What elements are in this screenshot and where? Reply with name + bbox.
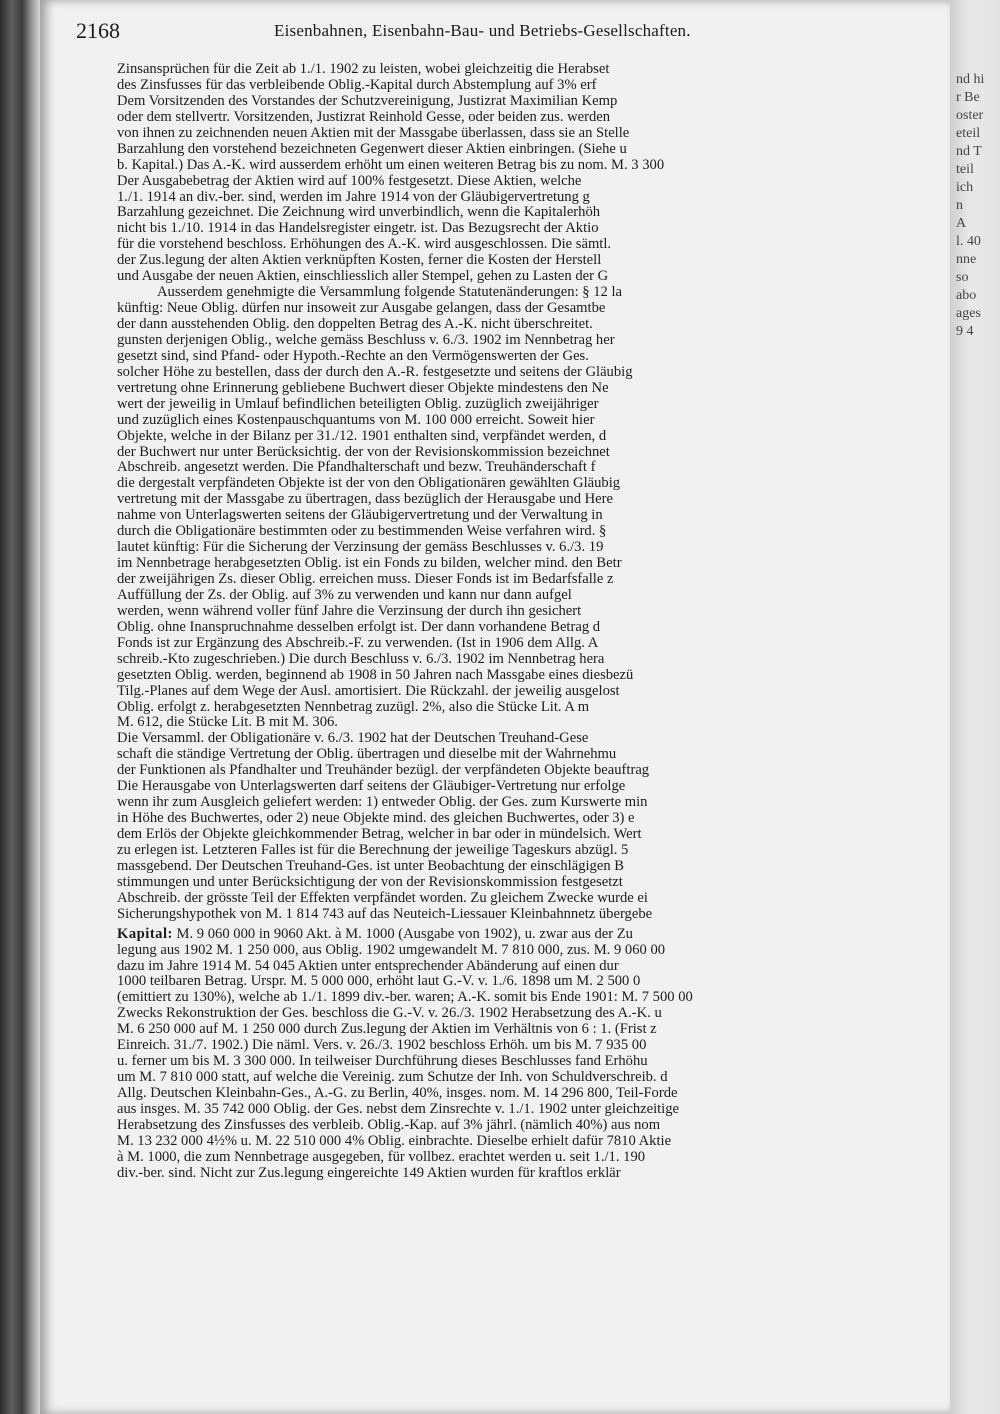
paragraph-1 [117,62,933,285]
text-line: Auffüllung der Zs. der Oblig. auf 3% zu verwenden und kann nur dann aufgel [117,587,572,603]
text-line: Abschreib. angesetzt werden. Die Pfandhalterschaft und bezw. Treuhänderschaft f [117,460,596,476]
text-line: Fonds ist zur Ergänzung des Abschreib.-F. zu verwenden. (Ist in 1906 dem Allg. A [117,635,599,651]
text-line: Dem Vorsitzenden des Vorstandes der Schutzvereinigung, Justizrat Maximilian Kemp [117,93,618,109]
section-label-kapital: Kapital: [117,926,173,942]
text-line: der dann ausstehenden Oblig. den doppelten Betrag des A.-K. nicht überschreitet. [117,317,593,332]
text-line: Ausserdem genehmigte die Versammlung folgende Statutenänderungen: § 12 la [157,285,622,301]
text-line: von ihnen zu zeichnenden neuen Aktien mit der Massgabe überlassen, dass sie an Stelle [117,125,630,141]
text-line: b. Kapital.) Das A.-K. wird ausserdem erhöht um einen weiteren Betrag bis zu nom. M. 3 300 [117,157,665,173]
text-line: (emittiert zu 130%), welche ab 1./1. 1899 div.-ber. waren; A.-K. somit bis Ende 1901: M. 7 500 00 [117,990,693,1006]
text-span: M. 9 060 000 in 9060 Akt. à M. 1000 (Ausgabe von 1902), u. zwar aus der Zu [172,926,633,942]
text-line: die dergestalt verpfändeten Objekte ist der von den Obligationären gewählten Gläubig [117,476,621,492]
text-line: Oblig. erfolgt z. herabgesetzten Nennbetrag zuzügl. 2%, also die Stücke Lit. A m [117,699,590,715]
text-line: dem Erlös der Objekte gleichkommender Betrag, welcher in bar oder in mündelsich. Wert [117,827,642,842]
paragraph-kapital [117,927,933,1182]
text-line: gesetzten Oblig. werden, beginnend ab 1908 in 50 Jahren nach Massgabe eines diesbezü [117,667,634,683]
text-line: Zinsansprüchen für die Zeit ab 1./1. 1902 zu leisten, wobei gleichzeitig die Herabset [117,62,610,77]
text-line: solcher Höhe zu bestellen, dass der durch den A.-R. festgesetzte und seitens der Gläubig [117,364,633,380]
text-line: Oblig. ohne Inanspruchnahme desselben erfolgt ist. Der dann vorhandene Betrag d [117,619,601,635]
text-line: nicht bis 1./10. 1914 in das Handelsregister eingetr. ist. Das Bezugsrecht der Aktio [117,221,599,237]
text-line: vertretung ohne Erinnerung gebliebene Buchwert dieser Objekte mindestens den Ne [117,380,609,396]
text-line: Der Ausgabebetrag der Aktien wird auf 100% festgesetzt. Diese Aktien, welche [117,173,582,189]
text-line: legung aus 1902 M. 1 250 000, aus Oblig. 1902 umgewandelt M. 7 810 000, zus. M. 9 060 00 [117,942,666,958]
next-page-fragment: oster [956,108,984,123]
text-line: M. 13 232 000 4½% u. M. 22 510 000 4% Oblig. einbrachte. Dieselbe erhielt dafür 7810 Aktie [117,1133,672,1149]
running-title: Eisenbahnen, Eisenbahn-Bau- und Betriebs-Gesellschaften. [274,21,691,40]
text-line: massgebend. Der Deutschen Treuhand-Ges. ist unter Beobachtung der einschlägigen B [117,858,625,874]
text-line: Barzahlung gezeichnet. Die Zeichnung wird unverbindlich, wenn die Kapitalerhöh [117,205,601,221]
text-line: im Nennbetrage herabgesetzten Oblig. ist ein Fonds zu bilden, welcher mind. den Betr [117,556,622,572]
text-line: der Buchwert nur unter Berücksichtig. der von der Revisionskommission bezeichnet [117,444,610,460]
text-line: Sicherungshypothek von M. 1 814 743 auf das Neuteich-Liessauer Kleinbahnnetz übergebe [117,906,653,922]
text-line: Tilg.-Planes auf dem Wege der Ausl. amortisiert. Die Rückzahl. der jeweilig ausgelost [117,683,620,699]
text-line: und zuzüglich eines Kostenpauschquantums von M. 100 000 erreicht. Soweit hier [117,412,595,428]
text-line: um M. 7 810 000 statt, auf welche die Vereinig. zum Schutze der Inh. von Schuldverschreib. d [117,1070,668,1086]
next-page-fragment: nd T [956,144,982,159]
next-page-fragment: nd hi [956,72,985,87]
text-line: wenn ihr zum Ausgleich geliefert werden: 1) entweder Oblig. der Ges. zum Kurswerte min [117,795,648,811]
text-line: in Höhe des Buchwertes, oder 2) neue Objekte mind. des gleichen Buchwertes, oder 3) e [117,811,635,827]
adjacent-page-edge [950,0,1000,1414]
next-page-fragment: l. 40 [956,234,981,249]
text-line: 1000 teilbaren Betrag. Urspr. M. 5 000 000, erhöht laut G.-V. v. 1./6. 1898 um M. 2 500 0 [117,974,641,990]
text-line: schreib.-Kto zugeschrieben.) Die durch Beschluss v. 6./3. 1902 im Nennbetrag hera [117,651,605,667]
text-line: künftig: Neue Oblig. dürfen nur insoweit zur Ausgabe gelangen, dass der Gesamtbe [117,301,606,317]
text-line: gesetzt sind, sind Pfand- oder Hypoth.-Rechte an den Vermögenswerten der Ges. [117,348,589,364]
text-line: wert der jeweilig in Umlauf befindlichen beteiligten Oblig. zuzüglich zweijähriger [117,396,599,412]
text-line: à M. 1000, die zum Nennbetrage ausgegeben, für vollbez. erachtet werden u. seit 1./1. 190 [117,1149,646,1165]
text-line: und Ausgabe der neuen Aktien, einschliesslich aller Stempel, gehen zu Lasten der G [117,269,609,285]
text-line: schaft die ständige Vertretung der Oblig. übertragen und dieselbe mit der Wahrnehmu [117,747,617,763]
next-page-fragment: eteil [956,126,981,141]
text-line: M. 6 250 000 auf M. 1 250 000 durch Zus.legung der Aktien im Verhältnis von 6 : 1. (Frist z [117,1022,657,1038]
text-line: des Zinsfusses für das verbleibende Oblig.-Kapital durch Abstemplung auf 3% erf [117,77,597,93]
book-spine-shadow [0,0,40,1414]
text-line: der Zus.legung der alten Aktien verknüpften Kosten, ferner die Kosten der Herstell [117,253,602,269]
text-line: zu erlegen ist. Letzteren Falles ist für die Berechnung der jeweilige Tageskurs abzügl. 5 [117,842,629,858]
text-line: Herabsetzung des Zinsfusses des verbleib. Oblig.-Kap. auf 3% jährl. (nämlich 40%) aus nom [117,1117,661,1133]
text-line: werden, wenn während voller fünf Jahre die Verzinsung der durch ihn gesichert [117,603,582,619]
body-text [117,62,933,1182]
next-page-fragment: nne [956,252,977,267]
text-line: der zweijährigen Zs. dieser Oblig. erreichen muss. Dieser Fonds ist im Bedarfsfalle z [117,572,614,587]
text-line: stimmungen und unter Berücksichtigung der von der Revisionskommission festgesetzt [117,874,623,890]
text-line: Barzahlung den vorstehend bezeichneten Gegenwert dieser Aktien einbringen. (Siehe u [117,141,627,157]
text-line: aus insges. M. 35 742 000 Oblig. der Ges. nebst dem Zinsrechte v. 1./1. 1902 unter gleichzeitige [117,1101,680,1117]
text-line: Allg. Deutschen Kleinbahn-Ges., A.-G. zu Berlin, 40%, insges. nom. M. 14 296 800, Teil-Forde [117,1086,678,1101]
text-line: u. ferner um bis M. 3 300 000. In teilweiser Durchführung dieses Beschlusses fand Erhöhu [117,1054,648,1070]
next-page-fragment: abo [956,288,977,303]
text-line [117,927,933,943]
text-line: lautet künftig: Für die Sicherung der Verzinsung der gemäss Beschlusses v. 6./3. 19 [117,540,604,556]
text-line: Die Versamml. der Obligationäre v. 6./3. 1902 hat der Deutschen Treuhand-Gese [117,731,589,747]
next-page-fragment: ich [956,180,974,195]
next-page-fragment: so [956,270,969,285]
text-line: oder dem stellvertr. Vorsitzenden, Justizrat Reinhold Gesse, oder beiden zus. werden [117,109,611,125]
text-line: nahme von Unterlagswerten seitens der Gläubigervertretung und der Verwaltung in [117,508,603,524]
page-header [76,18,936,48]
text-line: M. 612, die Stücke Lit. B mit M. 306. [117,715,338,731]
text-line: 1./1. 1914 an div.-ber. sind, werden im Jahre 1914 von der Gläubigervertretung g [117,189,590,205]
next-page-fragment: r Be [956,90,980,105]
text-line: durch die Obligationäre bestimmten oder zu bestimmenden Weise verfahren wird. § [117,524,607,540]
next-page-fragment: n [956,198,963,213]
text-line: Die Herausgabe von Unterlagswerten darf seitens der Gläubiger-Vertretung nur erfolge [117,779,626,795]
text-line: Objekte, welche in der Bilanz per 31./12. 1901 enthalten sind, verpfändet werden, d [117,428,607,444]
text-line: Abschreib. der grösste Teil der Effekten verpfändet worden. Zu gleichem Zwecke wurde ei [117,890,648,906]
next-page-fragment: ages [956,306,981,321]
text-line: Einreich. 31./7. 1902.) Die näml. Vers. v. 26./3. 1902 beschloss Erhöh. um bis M. 7 935 00 [117,1038,647,1054]
next-page-fragment: teil [956,162,974,177]
text-line: für die vorstehend beschloss. Erhöhungen des A.-K. wird ausgeschlossen. Die sämtl. [117,237,612,253]
next-page-fragment: 9 4 [956,324,974,339]
text-line: div.-ber. sind. Nicht zur Zus.legung eingereichte 149 Aktien wurden für kraftlos erklär [117,1165,621,1181]
text-line: der Funktionen als Pfandhalter und Treuhänder bezügl. der verpfändeten Objekte beauftrag [117,763,650,779]
paragraph-2 [117,285,933,731]
paragraph-3 [117,731,933,922]
next-page-fragment: A [956,216,967,231]
text-line: Zwecks Rekonstruktion der Ges. beschloss die G.-V. v. 26./3. 1902 Herabsetzung des A.-K. u [117,1006,662,1022]
text-line: gunsten derjenigen Oblig., welche gemäss Beschluss v. 6./3. 1902 im Nennbetrag her [117,332,615,348]
page-number: 2168 [76,18,120,43]
text-line: vertretung mit der Massgabe zu übertragen, dass bezüglich der Herausgabe und Here [117,492,613,508]
text-line: dazu im Jahre 1914 M. 54 045 Aktien unter entsprechender Abänderung auf einen dur [117,958,619,974]
